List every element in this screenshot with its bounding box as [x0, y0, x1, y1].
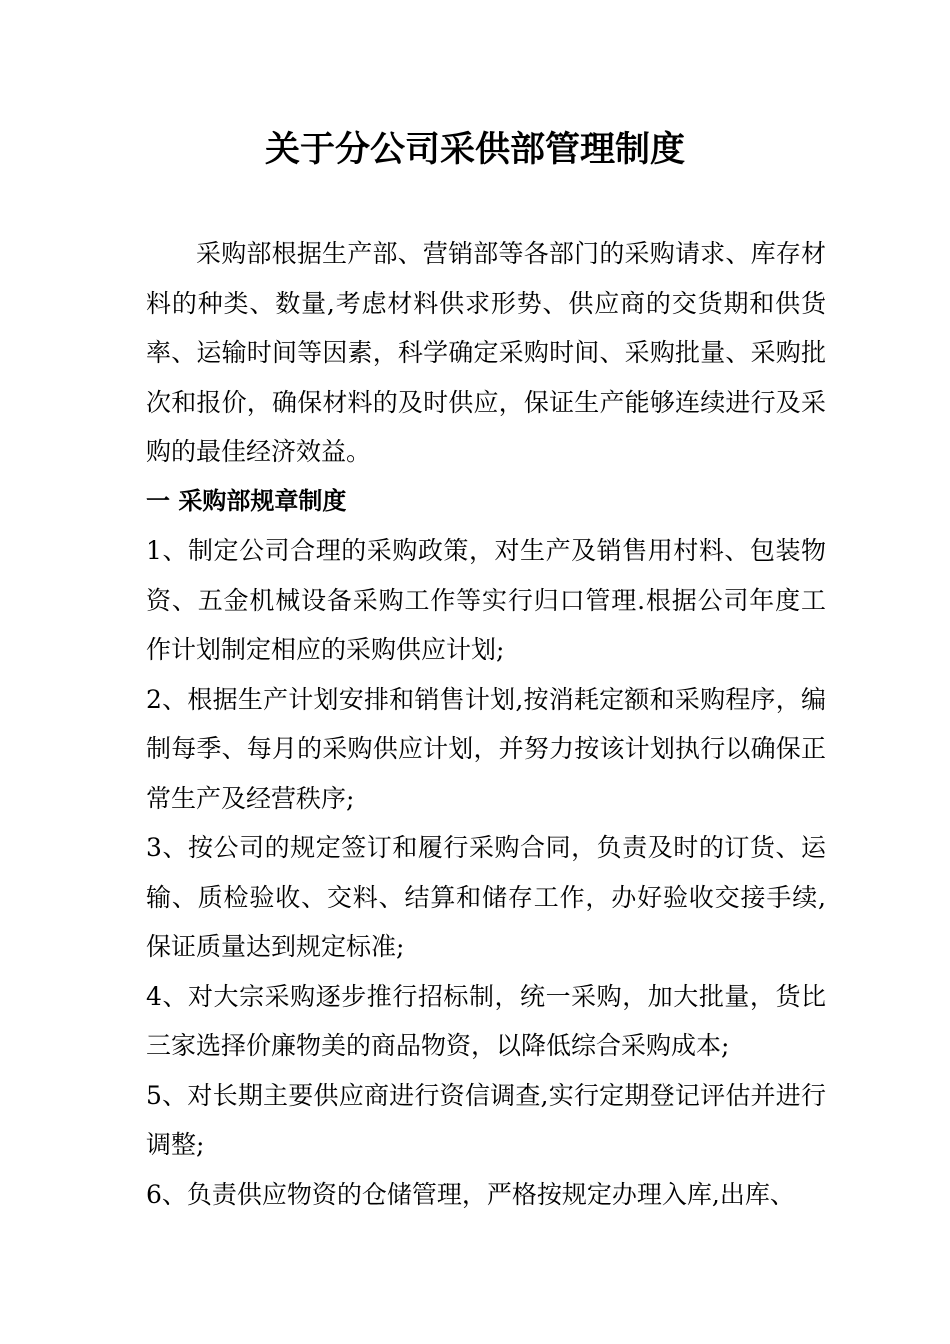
rule-item-4: 4、对大宗采购逐步推行招标制，统一采购，加大批量，货比三家选择价廉物美的商品物资，以降低综合采购成本;: [146, 981, 826, 1060]
rule-item-2: 2、根据生产计划安排和销售计划,按消耗定额和采购程序，编制每季、每月的采购供应计划，并努力按该计划执行以确保正常生产及经营秩序;: [146, 684, 826, 813]
rule-item-6: 6、负责供应物资的仓储管理，严格按规定办理入库,出库、: [146, 1179, 795, 1209]
section-heading: 一 采购部规章制度: [146, 486, 347, 515]
rule-item-5: 5、对长期主要供应商进行资信调查,实行定期登记评估并进行调整;: [146, 1080, 826, 1159]
rule-item-3: 3、按公司的规定签订和履行采购合同，负责及时的订货、运输、质检验收、交料、结算和储存工作，办好验收交接手续,保证质量达到规定标准;: [146, 833, 826, 961]
rule-item-1: 1、制定公司合理的采购政策，对生产及销售用村料、包装物资、五金机械设备采购工作等实行归口管理.根据公司年度工作计划制定相应的采购供应计划;: [146, 536, 826, 664]
document-title: 关于分公司采供部管理制度: [264, 130, 685, 170]
document-body: [146, 229, 826, 1219]
intro-paragraph: 采购部根据生产部、营销部等各部门的采购请求、库存材料的种类、数量,考虑材料供求形势、供应商的交货期和供货率、运输时间等因素，科学确定采购时间、采购批量、采购批次和报价，确保材料的及时供应，保证生产能够连续进行及采购的最佳经济效益。: [146, 239, 826, 466]
